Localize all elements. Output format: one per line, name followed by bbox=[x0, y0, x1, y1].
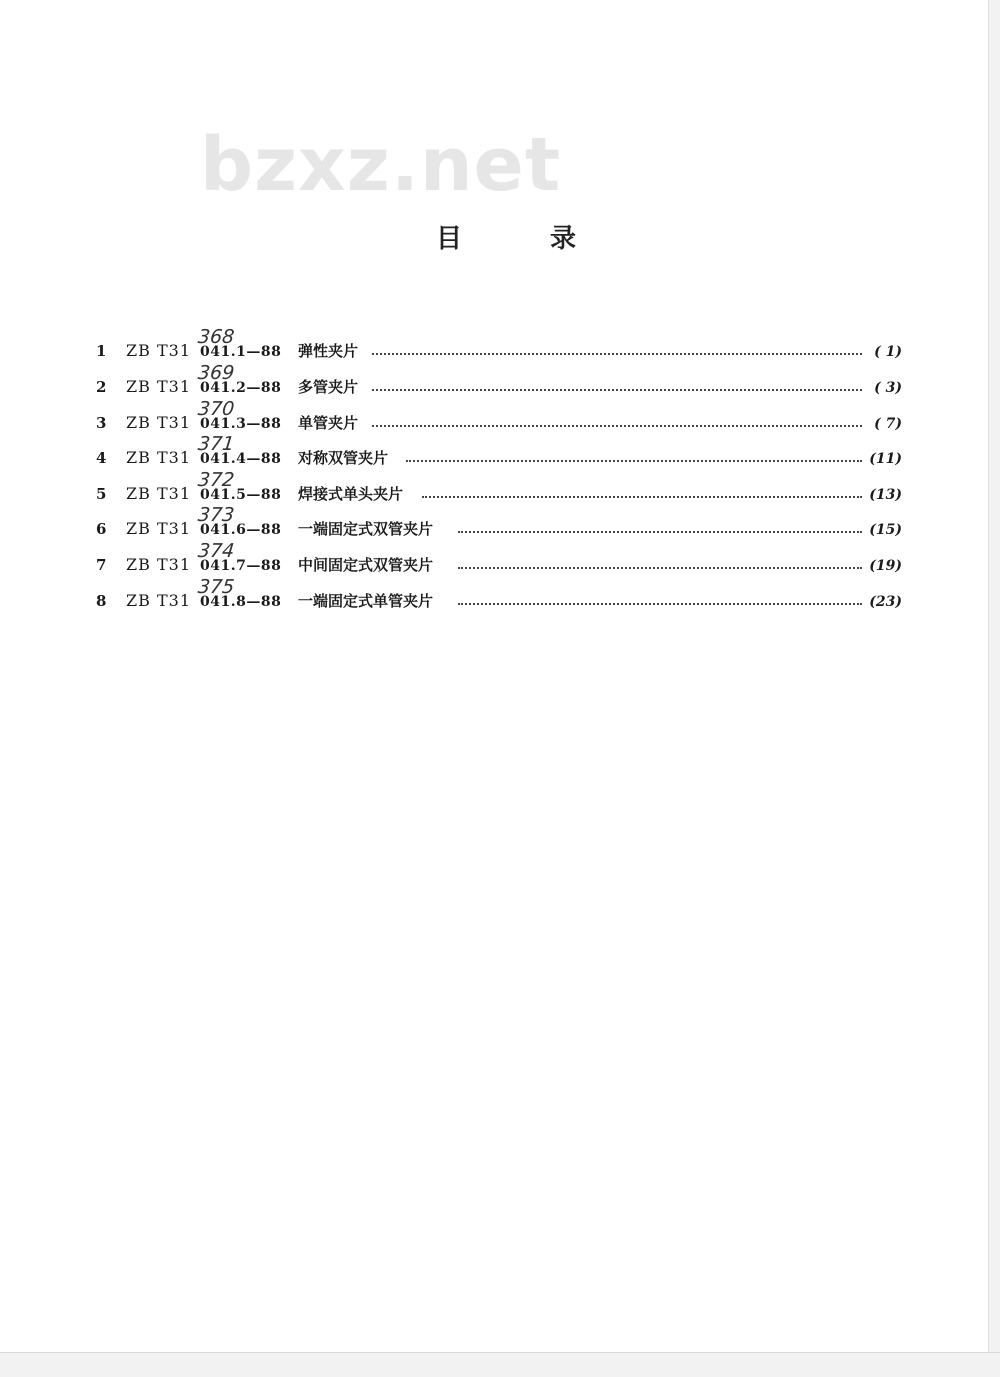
entry-page: ( 3) bbox=[874, 380, 902, 396]
watermark: bzxz.net bbox=[200, 122, 562, 208]
entry-index: 5 bbox=[96, 485, 107, 503]
entry-standard-number: 041.7—88 bbox=[200, 558, 282, 574]
entry-page: (11) bbox=[869, 451, 902, 467]
entry-title: 焊接式单头夹片 bbox=[298, 485, 404, 503]
toc-entry[interactable] bbox=[0, 576, 1000, 614]
entry-standard-number: 041.1—88 bbox=[200, 344, 282, 360]
dot-leader bbox=[458, 565, 862, 569]
dot-leader bbox=[422, 494, 862, 498]
entry-page: ( 1) bbox=[874, 344, 902, 360]
entry-standard-number: 041.6—88 bbox=[200, 522, 282, 538]
entry-page: (19) bbox=[869, 558, 902, 574]
toc-entry[interactable] bbox=[0, 362, 1000, 400]
entry-index: 7 bbox=[96, 556, 107, 574]
dot-leader bbox=[372, 423, 862, 427]
handwritten-number: 375 bbox=[196, 576, 236, 598]
entry-index: 1 bbox=[96, 342, 107, 360]
title-char-1: 目 bbox=[436, 224, 463, 254]
entry-standard-prefix: ZB T31 bbox=[126, 448, 191, 467]
entry-standard-prefix: ZB T31 bbox=[126, 484, 191, 503]
entry-standard-prefix: ZB T31 bbox=[126, 413, 191, 432]
toc-entry[interactable] bbox=[0, 398, 1000, 436]
entry-title: 弹性夹片 bbox=[298, 342, 359, 360]
page-title bbox=[436, 226, 576, 252]
entry-standard-prefix: ZB T31 bbox=[126, 555, 191, 574]
page-right-edge bbox=[988, 0, 1000, 1377]
entry-page: (23) bbox=[869, 594, 902, 610]
entry-page: ( 7) bbox=[874, 416, 902, 432]
handwritten-number: 373 bbox=[196, 504, 236, 526]
handwritten-number: 369 bbox=[196, 362, 236, 384]
entry-page: (13) bbox=[869, 487, 902, 503]
entry-index: 4 bbox=[96, 449, 107, 467]
dot-leader bbox=[458, 601, 862, 605]
entry-title: 一端固定式双管夹片 bbox=[298, 520, 434, 538]
toc-entry[interactable] bbox=[0, 469, 1000, 507]
entry-title: 单管夹片 bbox=[298, 414, 359, 432]
title-char-2: 录 bbox=[549, 224, 576, 254]
handwritten-number: 374 bbox=[196, 540, 236, 562]
handwritten-number: 368 bbox=[196, 326, 236, 348]
dot-leader bbox=[406, 458, 862, 462]
handwritten-number: 370 bbox=[196, 398, 236, 420]
entry-standard-prefix: ZB T31 bbox=[126, 377, 191, 396]
entry-standard-number: 041.4—88 bbox=[200, 451, 282, 467]
dot-leader bbox=[372, 351, 862, 355]
entry-title: 一端固定式单管夹片 bbox=[298, 592, 434, 610]
toc-entry[interactable] bbox=[0, 433, 1000, 471]
entry-title: 多管夹片 bbox=[298, 378, 359, 396]
entry-index: 8 bbox=[96, 592, 107, 610]
entry-standard-prefix: ZB T31 bbox=[126, 341, 191, 360]
handwritten-number: 371 bbox=[196, 433, 236, 455]
entry-standard-number: 041.8—88 bbox=[200, 594, 282, 610]
entry-title: 对称双管夹片 bbox=[298, 449, 389, 467]
page-bottom-edge bbox=[0, 1352, 1000, 1377]
toc-entry[interactable] bbox=[0, 326, 1000, 364]
entry-page: (15) bbox=[869, 522, 902, 538]
toc-entry[interactable] bbox=[0, 504, 1000, 542]
entry-index: 2 bbox=[96, 378, 107, 396]
entry-index: 6 bbox=[96, 520, 107, 538]
entry-standard-prefix: ZB T31 bbox=[126, 519, 191, 538]
entry-index: 3 bbox=[96, 414, 107, 432]
dot-leader bbox=[458, 529, 862, 533]
entry-standard-number: 041.5—88 bbox=[200, 487, 282, 503]
entry-standard-number: 041.2—88 bbox=[200, 380, 282, 396]
toc-entry[interactable] bbox=[0, 540, 1000, 578]
entry-standard-number: 041.3—88 bbox=[200, 416, 282, 432]
dot-leader bbox=[372, 387, 862, 391]
handwritten-number: 372 bbox=[196, 469, 236, 491]
entry-title: 中间固定式双管夹片 bbox=[298, 556, 434, 574]
entry-standard-prefix: ZB T31 bbox=[126, 591, 191, 610]
